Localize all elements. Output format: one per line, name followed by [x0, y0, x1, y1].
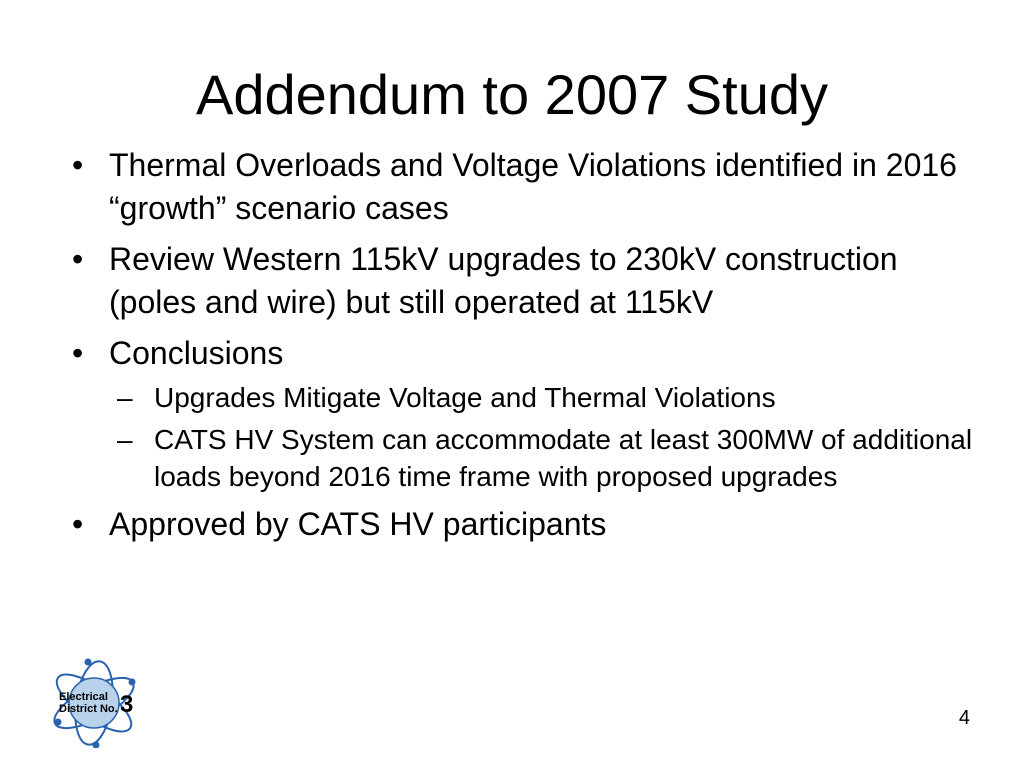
sub-bullet-item	[117, 421, 992, 495]
page-number: 4	[958, 707, 970, 729]
bullet-text: Review Western 115kV upgrades to 230kV construction (poles and wire) but still operated at 115kV	[109, 241, 898, 320]
bullet-text: Conclusions	[109, 335, 284, 371]
logo-electron	[55, 719, 62, 726]
bullet-list	[72, 144, 992, 554]
bullet-item	[72, 503, 992, 546]
bullet-item	[72, 144, 992, 230]
bullet-item	[72, 238, 992, 324]
atom-logo-icon	[48, 658, 148, 748]
bullet-marker: •	[72, 506, 84, 542]
sub-bullet-list	[117, 379, 992, 495]
logo-electron	[85, 659, 92, 666]
logo-text-line2: District No.	[59, 703, 118, 715]
sub-bullet-text: Upgrades Mitigate Voltage and Thermal Violations	[154, 382, 776, 413]
bullet-text: Approved by CATS HV participants	[109, 506, 607, 542]
bullet-marker: •	[72, 147, 84, 183]
sub-bullet-marker: –	[117, 424, 133, 455]
slide-title: Addendum to 2007 Study	[195, 63, 829, 126]
sub-bullet-marker: –	[117, 382, 133, 413]
bullet-item	[72, 332, 992, 495]
logo-electron	[129, 679, 136, 686]
sub-bullet-text: CATS HV System can accommodate at least 300MW of additional loads beyond 2016 time frame with proposed upgrades	[154, 424, 973, 492]
logo-number: 3	[120, 691, 134, 718]
sub-bullet-item	[117, 379, 992, 416]
logo-text-line1: Electrical	[59, 691, 108, 703]
bullet-marker: •	[72, 241, 84, 277]
bullet-marker: •	[72, 335, 84, 371]
logo-electron	[93, 742, 100, 749]
bullet-text: Thermal Overloads and Voltage Violations identified in 2016 “growth” scenario cases	[109, 147, 957, 226]
